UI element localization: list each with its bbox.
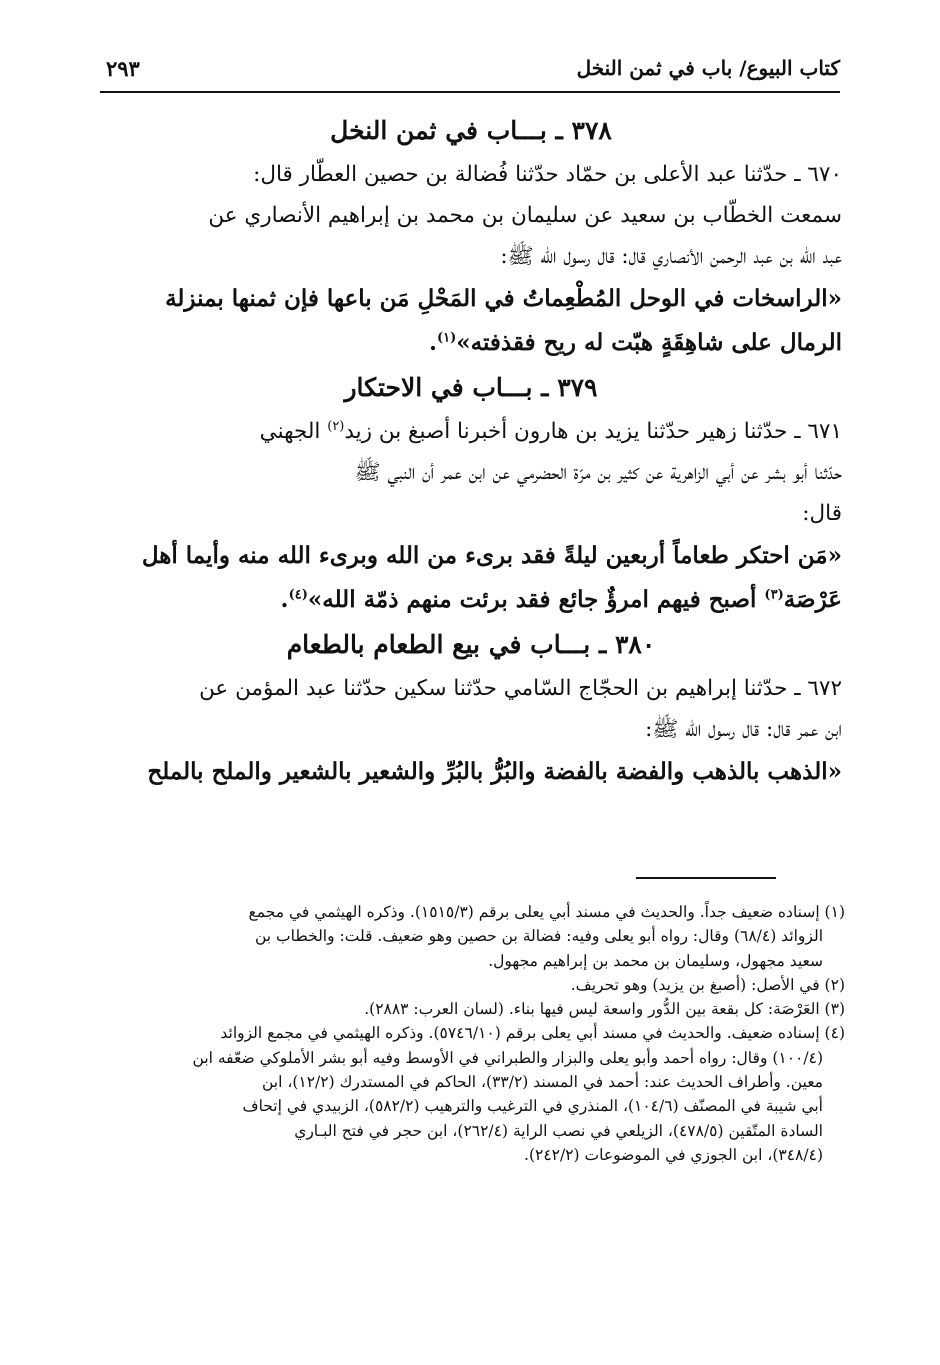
footnote-ref: (٢) <box>327 418 345 434</box>
text-line: «مَن احتكر طعاماً أربعين ليلةً فقد برىء من الله وبرىء الله منه وأيما أهل <box>141 542 842 569</box>
footnote-line: الزوائد (٦٨/٤) وقال: رواه أبو يعلى وفيه: فضالة بن حصين وهو ضعيف. قلت: والخطاب بن <box>255 927 823 946</box>
quote-text: عَرْصَة <box>783 586 842 613</box>
footnote-line: (٣٤٨/٤)، ابن الجوزي في الموضوعات (٢٤٢/٢). <box>524 1145 823 1164</box>
text-line: «الراسخات في الوحل المُطْعِماتُ في المَحْلِ مَن باعها فإن ثمنها بمنزلة <box>165 285 842 312</box>
chapter-heading: ٣٧٩ ـ بـــاب في الاحتكار <box>344 373 598 402</box>
footnote-ref: (٤) <box>288 587 308 603</box>
footnote-line: (١٠٠/٤) وقال: رواه أحمد وأبو يعلى والبزار والطبراني في الأوسط وفيه أبو بشر الأملوكي ضعّفه ابن <box>192 1048 823 1067</box>
hadith-text: ٦٧١ ـ حدّثنا زهير حدّثنا يزيد بن هارون أخبرنا أصبغ بن زيد <box>344 419 842 444</box>
text-line: عبد الله بن عبد الرحمن الأنصاري قال: قال رسول الله ﷺ: <box>500 244 842 269</box>
footnote-line: (١) إسناده ضعيف جداً. والحديث في مسند أبي يعلى برقم (١٥١٥/٣). وذكره الهيثمي في مجمع <box>248 903 845 921</box>
footnote-ref: (١) <box>436 330 457 346</box>
hadith-quote <box>100 750 842 794</box>
text-line: الرمال على شاهِقَةٍ هبّت له ريح فقذفته»$^{(١)}$. <box>428 329 842 356</box>
footnote-line: معين. وأطراف الحديث عند: أحمد في المسند (٣٣/٢)، الحاكم في المستدرك (١٢/٢)، ابن <box>261 1073 823 1092</box>
running-title: كتاب البيوع/ باب في ثمن النخل <box>576 56 840 80</box>
footnote-line: السادة المتّقين (٤٧٨/٥)، الزيلعي في نصب الراية (٢٦٢/٤)، ابن حجر في فتح البـاري <box>294 1121 823 1140</box>
text-line: قال: <box>802 501 842 526</box>
hadith-chain <box>100 154 842 277</box>
hadith-quote <box>100 534 842 622</box>
footnote-1 <box>100 900 845 973</box>
text-line: «الذهب بالذهب والفضة بالفضة والبُرُّ بالبُرِّ والشعير بالشعير والملح بالملح <box>147 758 842 785</box>
text-line: حدّثنا أبو بشر عن أبي الزاهرية عن كثير بن مرّة الحضرمي عن ابن عمر أن النبي ﷺ <box>354 460 842 485</box>
footnote-line: (٣) العَرْصَة: كل بقعة بين الدُّور واسعة ليس فيها بناء. (لسان العرب: ٢٨٨٣). <box>364 1000 845 1019</box>
footnotes <box>100 900 845 1167</box>
text-line: ابن عمر قال: قال رسول الله ﷺ: <box>645 717 842 742</box>
quote-text: أصبح فيهم امرؤٌ جائع فقد برئت منهم ذمّة الله» <box>307 586 757 613</box>
footnote-4 <box>100 1021 845 1167</box>
chapter-heading: ٣٧٨ ـ بـــاب في ثمن النخل <box>330 116 612 145</box>
footnote-ref: (٣) <box>764 587 784 603</box>
text-line: ٦٧٢ ـ حدّثنا إبراهيم بن الحجّاج السّامي حدّثنا سكين حدّثنا عبد المؤمن عن <box>199 676 842 701</box>
hadith-quote <box>100 277 842 365</box>
footnote-line: سعيد مجهول، وسليمان بن محمد بن إبراهيم مجهول. <box>488 951 823 970</box>
hadith-chain <box>100 668 842 750</box>
page-header <box>100 52 840 92</box>
header-rule <box>100 91 840 93</box>
text-line: ٦٧٠ ـ حدّثنا عبد الأعلى بن حمّاد حدّثنا فُضالة بن حصين العطّار قال: <box>253 162 842 187</box>
footnote-2 <box>100 973 845 997</box>
text-line: عَرْصَة$^{(٣)}$ أصبح فيهم امرؤٌ جائع فقد برئت منهم ذمّة الله»$^{(٤)}$. <box>280 586 842 613</box>
hadith-chain <box>100 411 842 534</box>
text-line: سمعت الخطّاب بن سعيد عن سليمان بن محمد بن إبراهيم الأنصاري عن <box>208 203 842 228</box>
quote-text: الرمال على شاهِقَةٍ هبّت له ريح فقذفته» <box>456 329 842 356</box>
main-text <box>100 108 842 794</box>
footnote-3 <box>100 997 845 1021</box>
text-line <box>100 411 842 452</box>
hadith-text: الجهني <box>259 419 321 444</box>
footnote-line: أبي شيبة في المصنّف (١٠٤/٦)، المنذري في الترغيب والترهيب (٥٨٢/٢)، الزبيدي في إتحاف <box>242 1097 823 1116</box>
chapter-heading: ٣٨٠ ـ بـــاب في بيع الطعام بالطعام <box>286 630 656 659</box>
footnote-line: (٢) في الأصل: (أصبغ بن يزيد) وهو تحريف. <box>570 975 845 994</box>
footnote-line: (٤) إسناده ضعيف. والحديث في مسند أبي يعلى برقم (٥٧٤٦/١٠). وذكره الهيثمي في مجمع الزوائد <box>220 1024 845 1043</box>
page-number: ٢٩٣ <box>106 56 140 81</box>
footnote-separator <box>636 877 776 879</box>
